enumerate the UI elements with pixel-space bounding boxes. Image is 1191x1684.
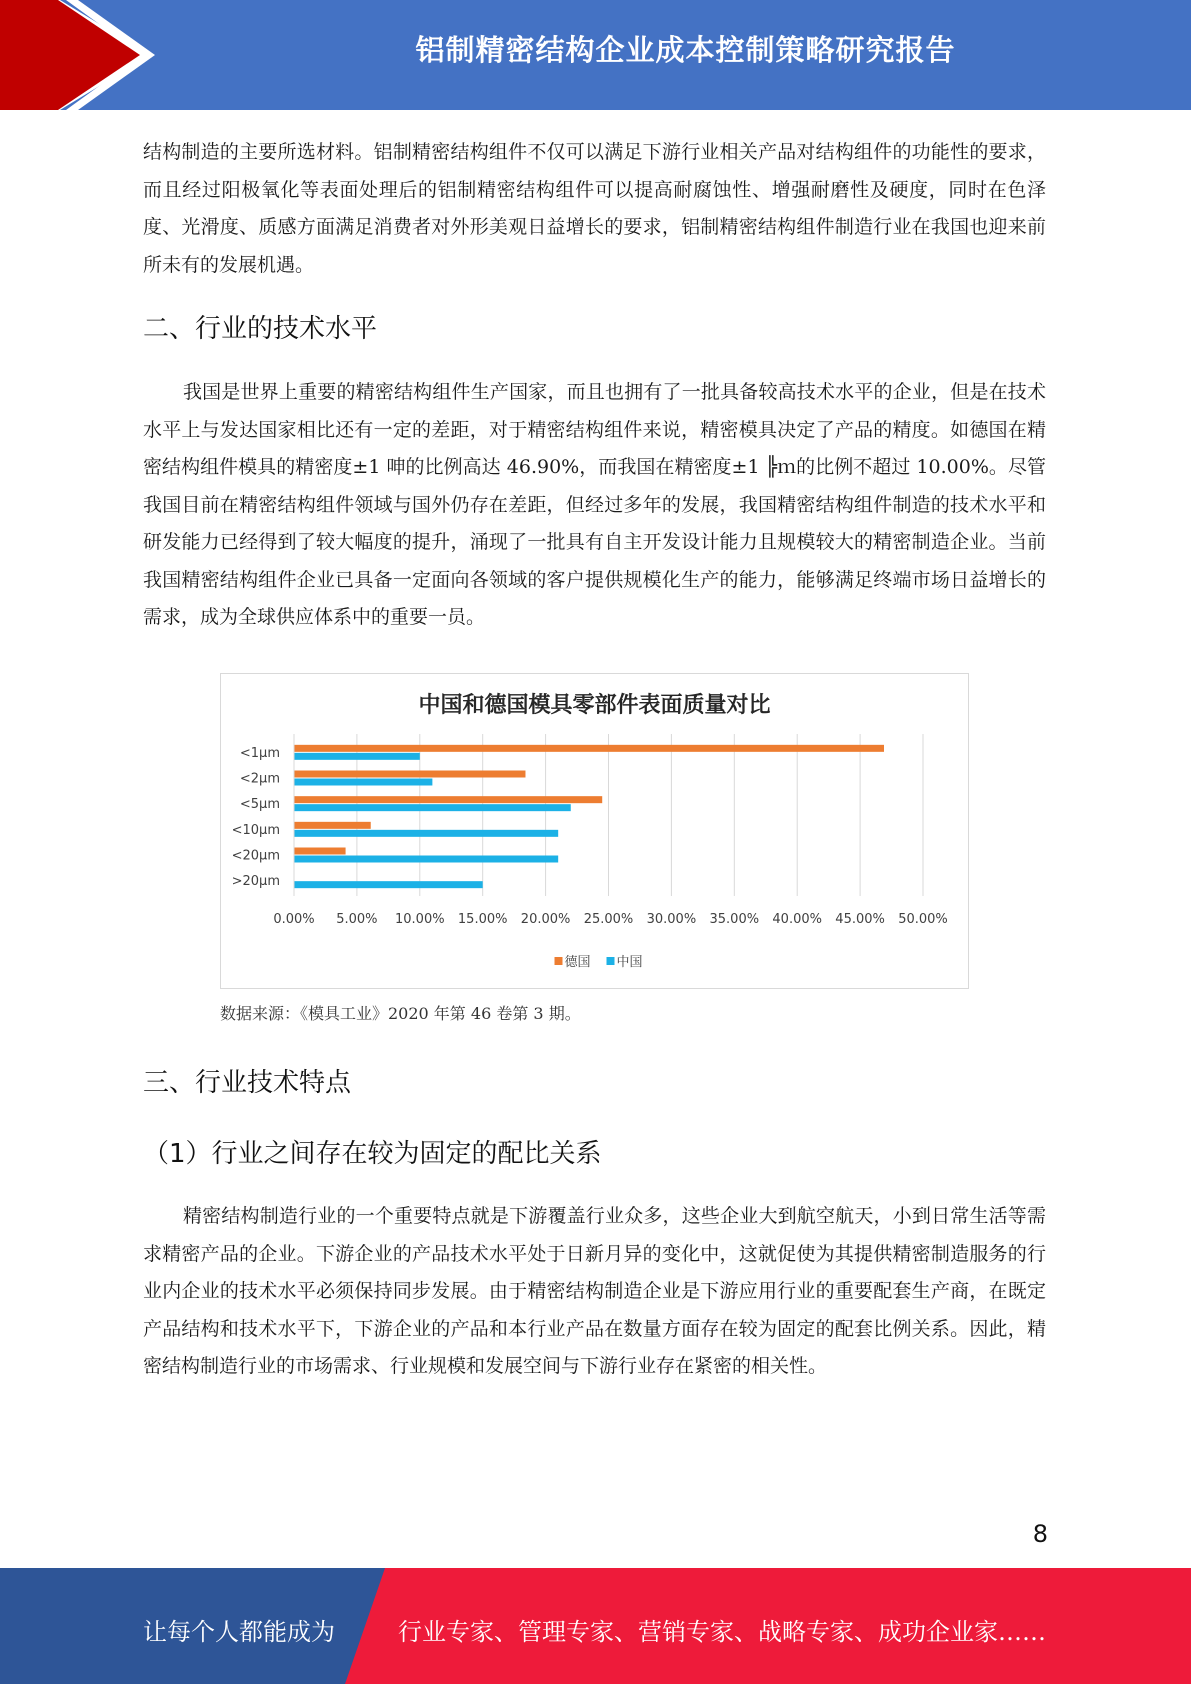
bar-chart xyxy=(220,673,969,989)
page-footer xyxy=(0,1568,1191,1684)
x-tick-label: 10.00% xyxy=(395,912,445,927)
intro-paragraph: 结构制造的主要所选材料。铝制精密结构组件不仅可以满足下游行业相关产品对结构组件的功能性的要求，而且经过阳极氧化等表面处理后的铝制精密结构组件可以提高耐腐蚀性、增强耐磨性及硬度，同时在色泽度、光滑度、质感方面满足消费者对外形美观日益增长的要求，铝制精密结构组件制造行业在我国也迎来前所未有的发展机遇。 xyxy=(143,141,1046,276)
page-number: 8 xyxy=(1032,1520,1048,1548)
y-tick-label: <10μm xyxy=(231,822,280,838)
y-tick-label: >20μm xyxy=(231,874,280,890)
bar-germany xyxy=(294,745,884,752)
bar-china xyxy=(294,779,432,786)
bar-germany xyxy=(294,848,346,855)
page-header xyxy=(0,0,1191,110)
x-tick-label: 40.00% xyxy=(772,912,822,927)
bar-china xyxy=(294,856,558,863)
bar-china xyxy=(294,804,571,811)
y-tick-label: <20μm xyxy=(231,848,280,864)
tech-level-paragraph: 我国是世界上重要的精密结构组件生产国家，而且也拥有了一批具备较高技术水平的企业，但是在技术水平上与发达国家相比还有一定的差距，对于精密结构组件来说，精密模具决定了产品的精度。如德国在精密结构组件模具的精密度±1 呻的比例高达 46.90%，而我国在精密度±1 ╠ｍ的比例不超过 10.00%。尽管我国目前在精密结构组件领域与国外仍存在差距，但经过多年的发展，我国精密结构组件制造的技术水平和研发能力已经得到了较大幅度的提升，涌现了一批具有自主开发设计能力且规模较大的精密制造企业。当前我国精密结构组件企业已具备一定面向各领域的客户提供规模化生产的能力，能够满足终端市场日益增长的需求，成为全球供应体系中的重要一员。 xyxy=(143,381,1046,628)
x-tick-label: 15.00% xyxy=(457,912,508,927)
ratio-paragraph: 精密结构制造行业的一个重要特点就是下游覆盖行业众多，这些企业大到航空航天，小到日常生活等需求精密产品的企业。下游企业的产品技术水平处于日新月异的变化中，这就促使为其提供精密制造服务的行业内企业的技术水平必须保持同步发展。由于精密结构制造企业是下游应用行业的重要配套生产商，在既定产品结构和技术水平下，下游企业的产品和本行业产品在数量方面存在较为固定的配套比例关系。因此，精密结构制造行业的市场需求、行业规模和发展空间与下游行业存在紧密的相关性。 xyxy=(143,1205,1046,1377)
y-tick-label: <2μm xyxy=(239,771,280,787)
y-tick-label: <5μm xyxy=(239,797,280,813)
x-tick-label: 35.00% xyxy=(709,912,760,927)
x-tick-label: 45.00% xyxy=(835,912,885,927)
bar-china xyxy=(294,753,420,760)
subsection-heading-ratio: （1）行业之间存在较为固定的配比关系 xyxy=(143,1139,602,1169)
x-tick-label: 25.00% xyxy=(583,912,634,927)
x-tick-label: 30.00% xyxy=(646,912,697,927)
legend-label: 德国 xyxy=(564,955,591,970)
footer-slogan-left: 让每个人都能成为 xyxy=(143,1618,335,1646)
bar-china xyxy=(294,830,558,837)
y-tick-label: <1μm xyxy=(239,745,280,761)
section-heading-tech-features: 三、行业技术特点 xyxy=(143,1068,352,1098)
header-arrow-decoration xyxy=(0,0,160,110)
x-tick-label: 0.00% xyxy=(273,912,315,927)
bar-germany xyxy=(294,822,371,829)
footer-slogan-right: 行业专家、管理专家、营销专家、战略专家、成功企业家…… xyxy=(398,1618,1046,1646)
chart-source-note: 数据来源：《模具工业》2020 年第 46 卷第 3 期。 xyxy=(220,1004,581,1023)
chart-title: 中国和德国模具零部件表面质量对比 xyxy=(418,693,771,718)
x-tick-label: 50.00% xyxy=(898,912,948,927)
legend-label: 中国 xyxy=(616,955,643,970)
chart-canvas xyxy=(221,674,968,988)
bar-china xyxy=(294,881,483,888)
report-title: 铝制精密结构企业成本控制策略研究报告 xyxy=(415,33,956,67)
x-tick-label: 20.00% xyxy=(520,912,571,927)
bar-germany xyxy=(294,796,602,803)
legend-swatch xyxy=(555,957,563,965)
legend-swatch xyxy=(607,957,615,965)
bar-germany xyxy=(294,771,525,778)
section-heading-tech-level: 二、行业的技术水平 xyxy=(143,314,378,344)
x-tick-label: 5.00% xyxy=(336,912,378,927)
